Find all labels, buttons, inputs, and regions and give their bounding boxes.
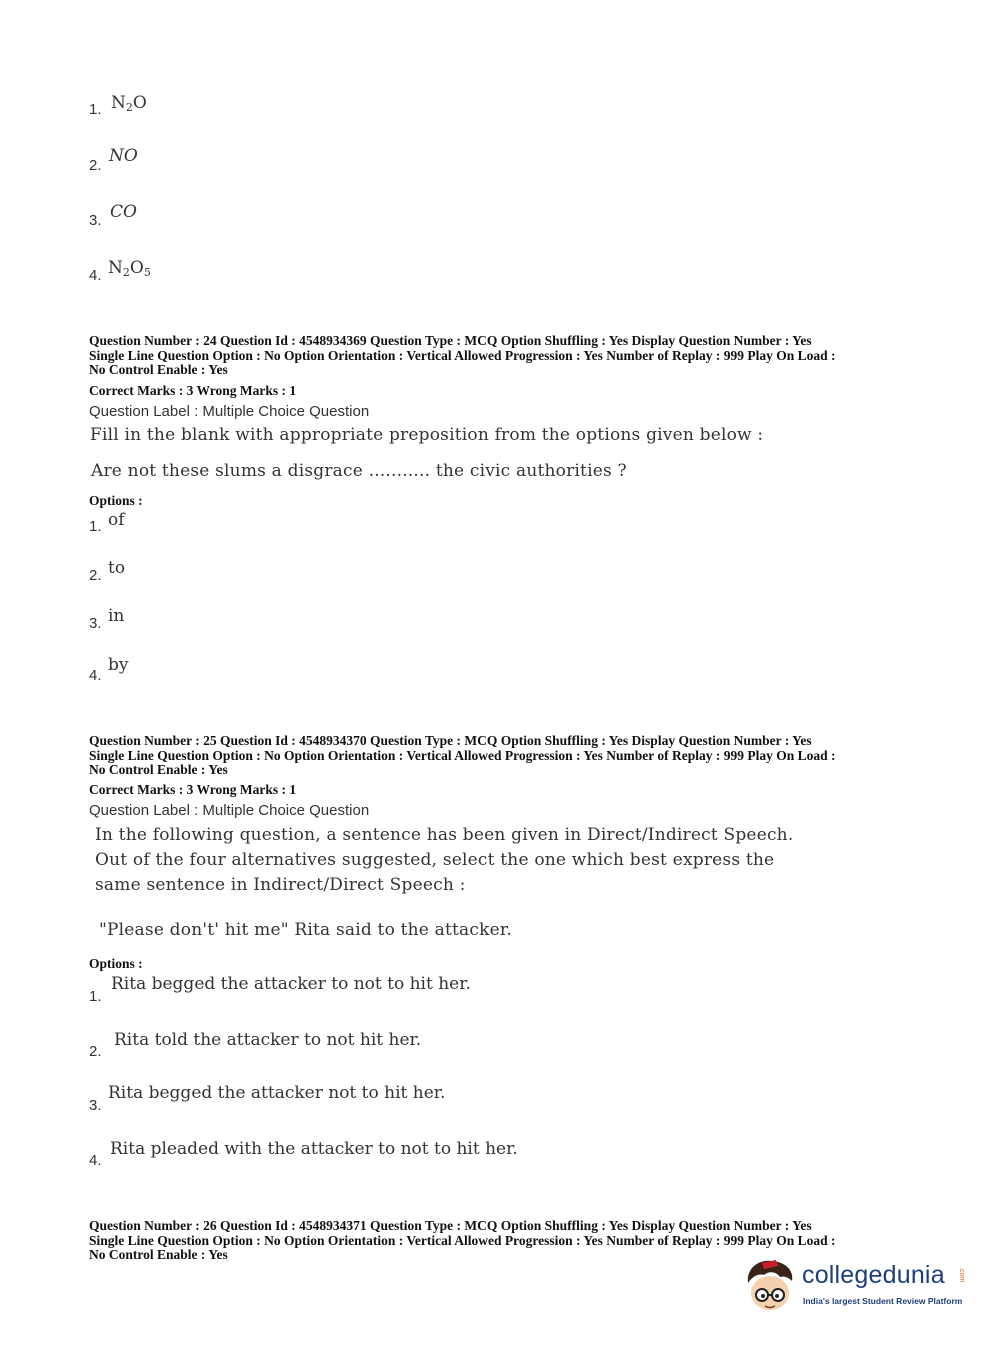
q25-option-1-number: 1. [89, 988, 102, 1005]
q23-option-1-number: 1. [89, 101, 102, 118]
q25-option-2-text: Rita told the attacker to not hit her. [114, 1030, 422, 1050]
q25-question-text-line-4: "Please don't' hit me" Rita said to the attacker. [99, 920, 512, 940]
logo-domain: .com [958, 1267, 965, 1283]
q23-option-3-text: CO [110, 202, 137, 222]
q24-option-3-text: in [108, 606, 125, 626]
q24-marks: Correct Marks : 3 Wrong Marks : 1 [89, 383, 297, 398]
q25-option-1-text: Rita begged the attacker to not to hit her. [111, 974, 471, 994]
q24-option-3-number: 3. [89, 615, 102, 632]
q25-question-text-line-2: Out of the four alternatives suggested, select the one which best express the [95, 850, 775, 870]
q25-question-text-line-1: In the following question, a sentence has been given in Direct/Indirect Speech. [95, 825, 794, 845]
q25-marks: Correct Marks : 3 Wrong Marks : 1 [89, 782, 297, 797]
q23-option-1-text: $N_2O$ [111, 93, 147, 114]
q23-option-2-number: 2. [89, 157, 102, 174]
q25-option-4-text: Rita pleaded with the attacker to not to hit her. [110, 1139, 518, 1159]
q24-question-label: Question Label : Multiple Choice Question [89, 403, 370, 420]
q26-meta: Question Number : 26 Question Id : 4548934371 Question Type : MCQ Option Shuffling : Yes Display Question Number : Yes Single Line Question Option : No Option Orientation : Vertical Allowed Progression : Yes Number of Replay : 999 Play On Load : No Control Enable : Yes [89, 1218, 836, 1263]
q25-options-heading: Options : [89, 956, 143, 971]
q23-option-3-number: 3. [89, 212, 102, 229]
q24-meta: Question Number : 24 Question Id : 4548934369 Question Type : MCQ Option Shuffling : Yes Display Question Number : Yes Single Line Question Option : No Option Orientation : Vertical Allowed Progression : Yes Number of Replay : 999 Play On Load : No Control Enable : Yes [89, 333, 836, 378]
q24-option-2-number: 2. [89, 567, 102, 584]
q24-question-text-line-2: Are not these slums a disgrace ........... the civic authorities ? [91, 461, 627, 481]
q25-meta: Question Number : 25 Question Id : 4548934370 Question Type : MCQ Option Shuffling : Yes Display Question Number : Yes Single Line Question Option : No Option Orientation : Vertical Allowed Progression : Yes Number of Replay : 999 Play On Load : No Control Enable : Yes [89, 733, 836, 778]
q25-option-3-number: 3. [89, 1097, 102, 1114]
q25-option-3-text: Rita begged the attacker not to hit her. [108, 1083, 446, 1103]
q24-option-1-text: of [108, 510, 125, 530]
q24-option-1-number: 1. [89, 518, 102, 535]
q25-option-4-number: 4. [89, 1152, 102, 1169]
logo-wordmark: collegedunia [802, 1261, 945, 1289]
q23-option-4-number: 4. [89, 267, 102, 284]
q24-option-4-number: 4. [89, 667, 102, 684]
q23-option-2-text: NO [109, 146, 138, 166]
logo-tagline: India's largest Student Review Platform [803, 1296, 963, 1306]
q25-question-label: Question Label : Multiple Choice Question [89, 802, 370, 819]
q24-options-heading: Options : [89, 493, 143, 508]
q24-option-4-text: by [108, 655, 129, 675]
q24-option-2-text: to [108, 558, 126, 578]
q24-question-text-line-1: Fill in the blank with appropriate preposition from the options given below : [90, 425, 764, 445]
collegedunia-logo [740, 1257, 970, 1319]
q25-option-2-number: 2. [89, 1043, 102, 1060]
q25-question-text-line-3: same sentence in Indirect/Direct Speech : [95, 875, 466, 895]
student-mascot-icon [740, 1257, 802, 1319]
q23-option-4-text: $N_2O_5$ [108, 258, 151, 279]
